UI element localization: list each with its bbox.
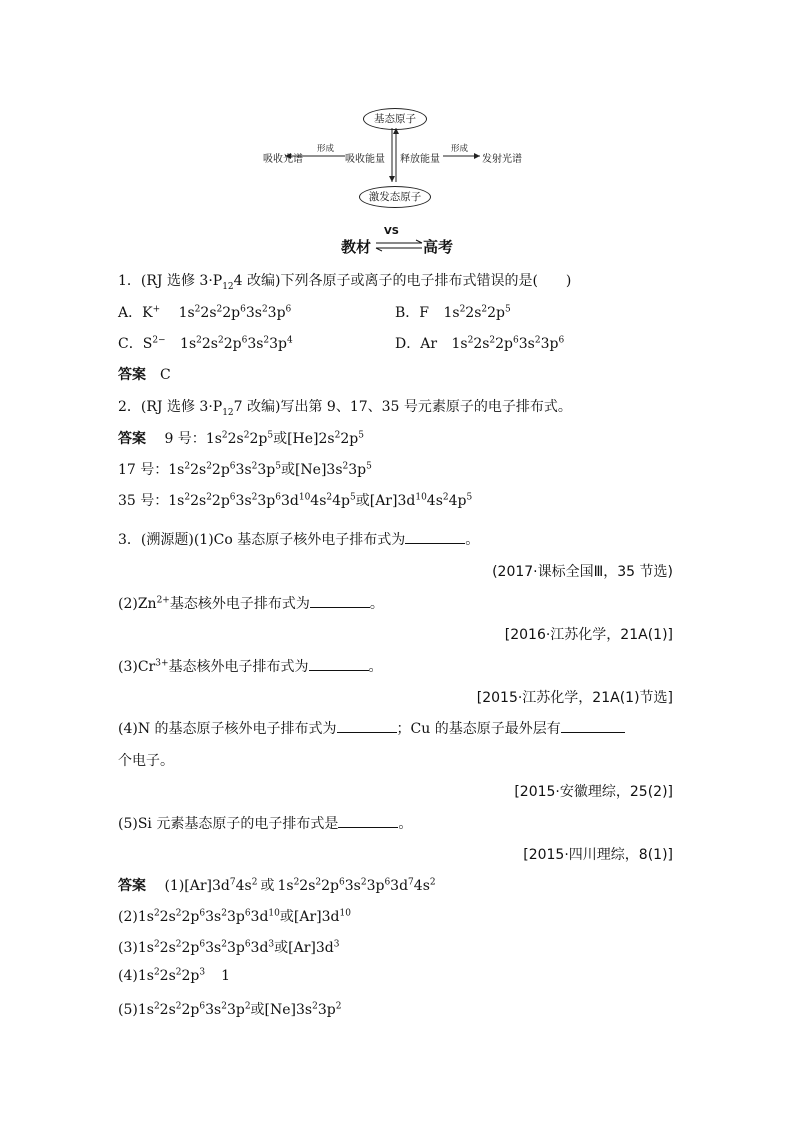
- q2-answer-17: 17 号：$1s^22s^22p^63s^23p^5$或$[Ne]3s^23p^5$: [118, 461, 372, 478]
- q3-source-2: [2016·江苏化学，21A(1)]: [504, 627, 673, 643]
- answer-blank[interactable]: [338, 815, 398, 828]
- energy-state-diagram: [255, 100, 555, 212]
- heading-vs: VS: [384, 226, 399, 237]
- q3-part4: (4)N 的基态原子核外电子排布式为 ；Cu 的基态原子最外层有: [118, 718, 625, 738]
- heading-right: 高考: [423, 238, 454, 256]
- q3-part2: $(2)Zn^{2+}$基态核外电子排布式为 。: [118, 595, 384, 612]
- q3-source-3: [2015·江苏化学，21A(1)节选]: [476, 690, 673, 706]
- q1-option-c: C．$S^{2-}$ $1s^22s^22p^63s^23p^4$: [118, 335, 293, 352]
- left-form-label: 形成: [317, 144, 335, 154]
- absorb-energy-label: 吸收能量: [345, 154, 385, 165]
- answer-blank[interactable]: [310, 595, 370, 608]
- answer-blank[interactable]: [337, 720, 397, 733]
- equilibrium-arrow-icon: [374, 239, 424, 253]
- q3-source-5: [2015·四川理综，8(1)]: [523, 847, 673, 863]
- q3-answer-5: $(5)1s^22s^22p^63s^23p^2$或$[Ne]3s^23p^2$: [118, 1001, 342, 1018]
- emission-spectrum-label: 发射光谱: [482, 154, 522, 165]
- q3-answer-1: 答案 $(1)[Ar]3d^74s^2$ 或 $1s^22s^22p^63s^23p^63d^74s^2$: [118, 877, 436, 894]
- q1-answer: 答案 C: [118, 367, 171, 383]
- absorption-spectrum-label: 吸收光谱: [263, 154, 303, 165]
- q3-answer-4: $(4)1s^22s^22p^3$ 1: [118, 967, 231, 984]
- q1-option-b: B．F $1s^22s^22p^5$: [395, 304, 511, 321]
- q3-part1: 3．(溯源题)(1)Co 基态原子核外电子排布式为 。: [118, 532, 480, 548]
- q1-option-d: D．Ar $1s^22s^22p^63s^23p^6$: [395, 335, 565, 352]
- q3-part3: $(3)Cr^{3+}$基态核外电子排布式为 。: [118, 658, 383, 675]
- q3-answer-2: $(2)1s^22s^22p^63s^23p^63d^{10}$或$[Ar]3d^{10}$: [118, 908, 351, 925]
- q2-answer-35: 35 号：$1s^22s^22p^63s^23p^63d^{10}4s^24p^5$或$[Ar]3d^{10}4s^24p^5$: [118, 492, 473, 509]
- q3-part5: (5)Si 元素基态原子的电子排布式是 。: [118, 816, 413, 832]
- q2-answer-9: 答案 9 号：$1s^22s^22p^5$或$[He]2s^22p^5$: [118, 430, 364, 447]
- q3-source-1: (2017·课标全国Ⅲ，35 节选): [492, 564, 673, 580]
- q3-answer-3: $(3)1s^22s^22p^63s^23p^63d^3$或$[Ar]3d^3$: [118, 939, 340, 956]
- heading-left: 教材: [341, 238, 372, 256]
- answer-blank[interactable]: [405, 531, 465, 544]
- right-form-label: 形成: [451, 144, 469, 154]
- q1-option-a: A．K+ $1s^22s^22p^63s^23p^6$: [118, 304, 292, 321]
- textbook-vs-exam-heading: [341, 226, 461, 256]
- release-energy-label: 释放能量: [400, 154, 440, 165]
- q3-part4-cont: 个电子。: [118, 753, 174, 769]
- q3-source-4: [2015·安徽理综，25(2)]: [514, 784, 673, 800]
- answer-blank[interactable]: [561, 720, 625, 733]
- answer-blank[interactable]: [309, 658, 369, 671]
- q2-stem: 2．(RJ 选修 $3\cdot P_{12}7$ 改编)写出第 9、17、35 号元素原子的电子排布式。: [118, 399, 572, 418]
- ground-state-node: 基态原子: [363, 108, 427, 130]
- excited-state-node: 激发态原子: [359, 186, 431, 208]
- q1-stem: 1．(RJ 选修 $3\cdot P_{12}4$ 改编)下列各原子或离子的电子排布式错误的是( ): [118, 273, 572, 292]
